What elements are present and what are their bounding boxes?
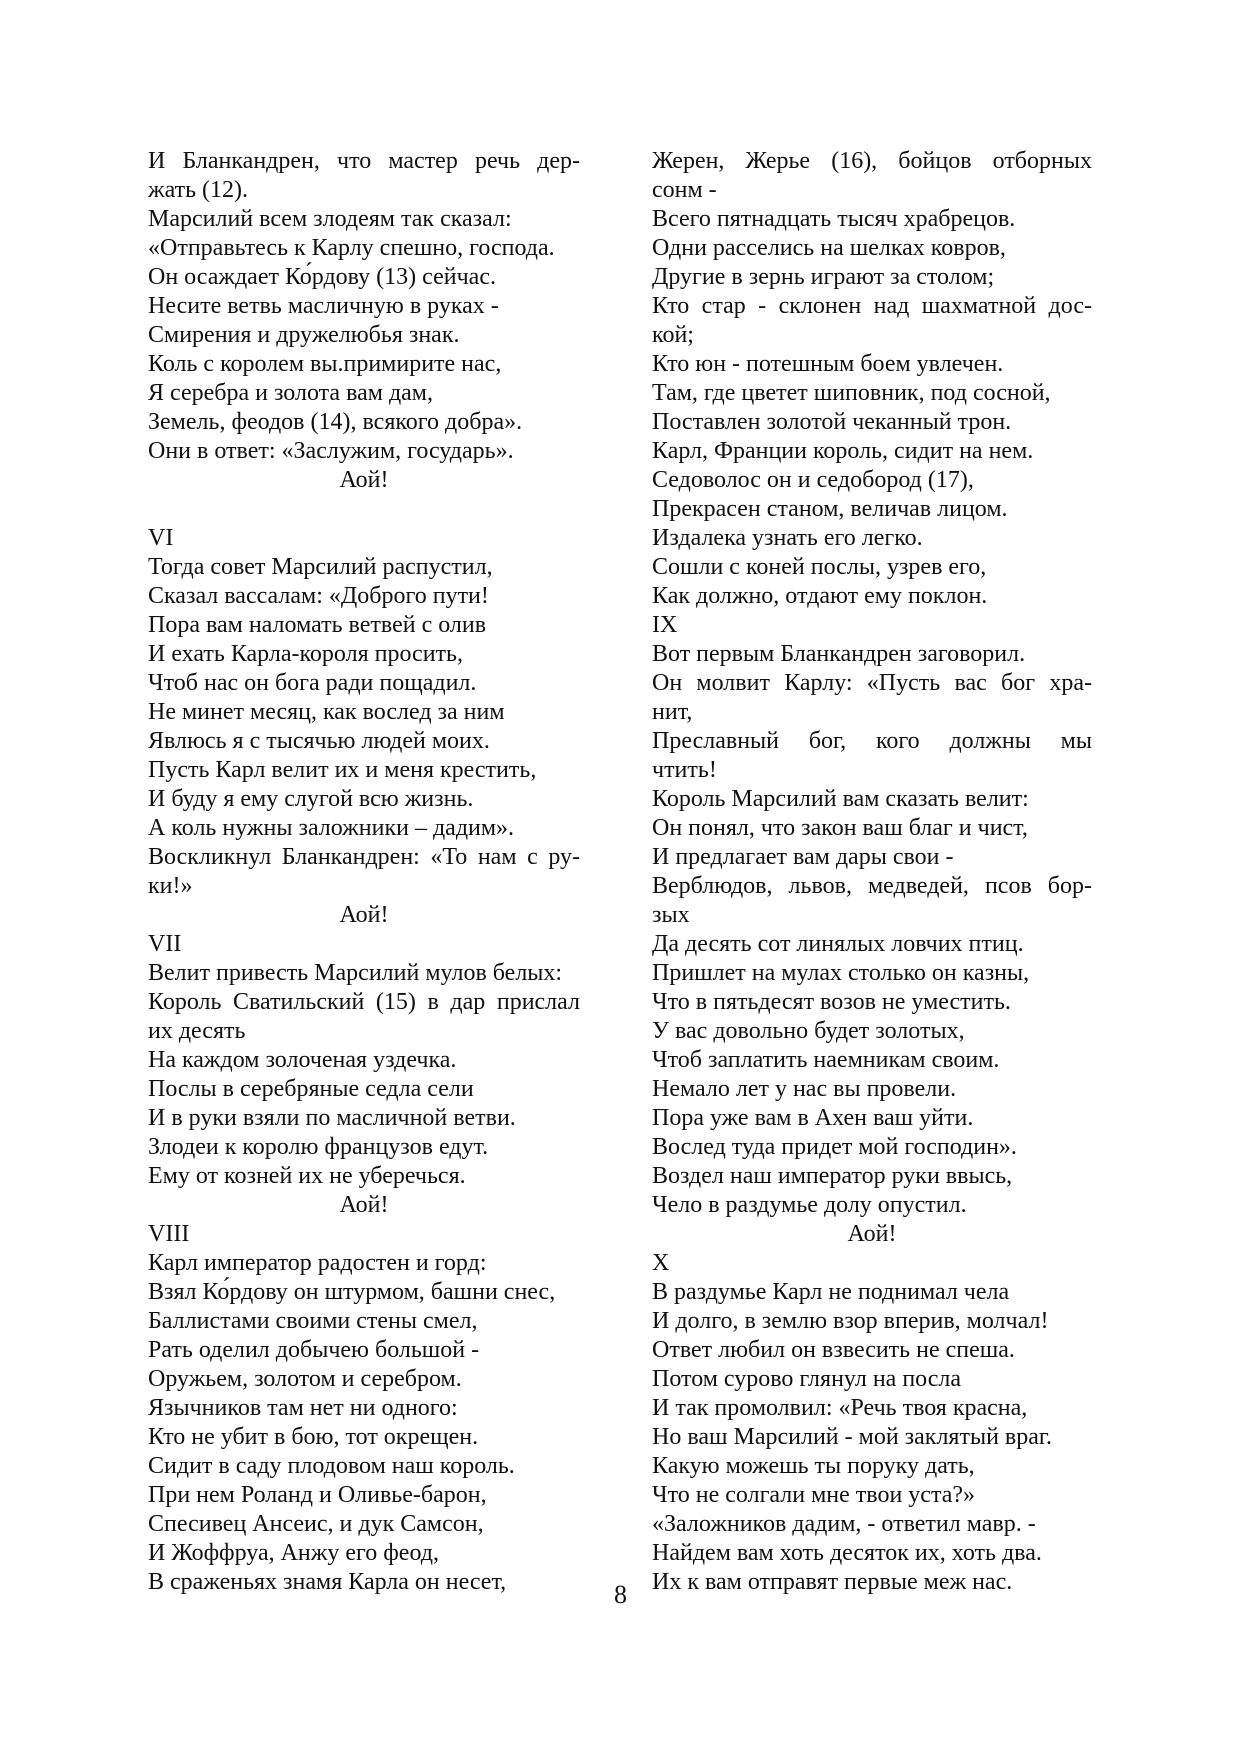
verse-line: В раздумье Карл не поднимал чела (652, 1279, 1010, 1305)
verse-line: Взял Ко́рдову он штурмом, башни снес, (148, 1279, 556, 1305)
verse-line: Что в пятьдесят возов не уместить. (652, 989, 1011, 1015)
verse-line: Тогда совет Марсилий распустил, (148, 554, 493, 580)
verse-line: И Жоффруа, Анжу его феод, (148, 1540, 439, 1566)
verse-line: Кто стар - склонен над шахматной дос- (652, 293, 1092, 319)
verse-line: Найдем вам хоть десяток их, хоть два. (652, 1540, 1042, 1566)
verse-line: их десять (148, 1018, 246, 1044)
verse-line: Пусть Карл велит их и меня крестить, (148, 757, 537, 783)
stanza-heading: X (652, 1250, 670, 1276)
verse-line: Сошли с коней послы, узрев его, (652, 554, 987, 580)
verse-line: Послы в серебряные седла сели (148, 1076, 474, 1102)
verse-line: Карл, Франции король, сидит на нем. (652, 438, 1034, 464)
verse-line: Он осаждает Ко́рдову (13) сейчас. (148, 264, 496, 290)
verse-line: Ему от козней их не уберечься. (148, 1163, 466, 1189)
refrain-aoi: Аой! (847, 1221, 897, 1247)
verse-line: Их к вам отправят первые меж нас. (652, 1569, 1013, 1595)
verse-line: Прекрасен станом, величав лицом. (652, 496, 1008, 522)
verse-line: При нем Роланд и Оливье-барон, (148, 1482, 487, 1508)
verse-line: нит, (652, 699, 693, 725)
verse-line: Явлюсь я с тысячью людей моих. (148, 728, 490, 754)
verse-line: «Отправьтесь к Карлу спешно, господа. (148, 235, 555, 261)
verse-line: чтить! (652, 757, 717, 783)
verse-line: И буду я ему слугой всю жизнь. (148, 786, 474, 812)
verse-line: Чтоб нас он бога ради пощадил. (148, 670, 477, 696)
verse-line: Потом сурово глянул на посла (652, 1366, 962, 1392)
verse-line: Пришлет на мулах столько он казны, (652, 960, 1030, 986)
verse-line: Пора уже вам в Ахен ваш уйти. (652, 1105, 974, 1131)
verse-line: жать (12). (148, 177, 249, 203)
page-number: 8 (614, 1580, 627, 1609)
verse-line: Какую можешь ты поруку дать, (652, 1453, 975, 1479)
verse-line: Сказал вассалам: «Доброго пути! (148, 583, 489, 609)
verse-line: Рать оделил добычею большой - (148, 1337, 480, 1363)
left-column (148, 147, 580, 1597)
verse-line: зых (652, 902, 690, 928)
verse-line: Он молвит Карлу: «Пусть вас бог хра- (652, 670, 1092, 696)
verse-line: Но ваш Марсилий - мой заклятый враг. (652, 1424, 1053, 1450)
verse-line: Чтоб заплатить наемникам своим. (652, 1047, 1000, 1073)
verse-line: У вас довольно будет золотых, (652, 1018, 965, 1044)
stanza-heading: VII (148, 931, 182, 957)
verse-line: Сидит в саду плодовом наш король. (148, 1453, 515, 1479)
verse-line: Король Сватильский (15) в дар прислал (148, 989, 580, 1015)
verse-line: Чело в раздумье долу опустил. (652, 1192, 967, 1218)
verse-line: сонм - (652, 177, 717, 203)
right-column (652, 147, 1092, 1597)
verse-line: Король Марсилий вам сказать велит: (652, 786, 1029, 812)
stanza-x (652, 1249, 1092, 1597)
verse-line: Злодеи к королю французов едут. (148, 1134, 489, 1160)
verse-line: Земель, феодов (14), всякого добра». (148, 409, 523, 435)
verse-line: ки!» (148, 873, 193, 899)
verse-line: Да десять сот линялых ловчих птиц. (652, 931, 1024, 957)
verse-line: Спесивец Ансеис, и дук Самсон, (148, 1511, 484, 1537)
verse-line: Смирения и дружелюбья знак. (148, 322, 460, 348)
verse-line: Седоволос он и седобород (17), (652, 467, 974, 493)
verse-line: Другие в зернь играют за столом; (652, 264, 995, 290)
verse-line: Одни расселись на шелках ковров, (652, 235, 1006, 261)
verse-line: Поставлен золотой чеканный трон. (652, 409, 1012, 435)
verse-line: Вослед туда придет мой господин». (652, 1134, 1017, 1160)
stanza-heading: VIII (148, 1221, 190, 1247)
verse-line: Верблюдов, львов, медведей, псов бор- (652, 873, 1092, 899)
verse-line: «Заложников дадим, - ответил мавр. - (652, 1511, 1036, 1537)
verse-line: Велит привесть Марсилий мулов белых: (148, 960, 563, 986)
verse-line: Несите ветвь масличную в руках - (148, 293, 499, 319)
refrain-aoi: Аой! (339, 902, 389, 928)
verse-line: Они в ответ: «Заслужим, государь». (148, 438, 514, 464)
verse-line: Воскликнул Бланкандрен: «То нам с ру- (148, 844, 580, 870)
verse-line: Марсилий всем злодеям так сказал: (148, 206, 512, 232)
verse-line: Ответ любил он взвесить не спеша. (652, 1337, 1015, 1363)
verse-line: И долго, в землю взор вперив, молчал! (652, 1308, 1049, 1334)
verse-line: Как должно, отдают ему поклон. (652, 583, 988, 609)
stanza-vii (148, 930, 580, 1220)
verse-line: Язычников там нет ни одного: (148, 1395, 458, 1421)
verse-line: Оружьем, золотом и серебром. (148, 1366, 462, 1392)
verse-line: Немало лет у нас вы провели. (652, 1076, 957, 1102)
verse-line: Вот первым Бланкандрен заговорил. (652, 641, 1026, 667)
verse-line: Карл император радостен и горд: (148, 1250, 487, 1276)
stanza-viii (148, 1220, 580, 1597)
verse-line: И Бланкандрен, что мастер речь дер- (148, 148, 580, 174)
stanza-vi (148, 524, 580, 930)
verse-line: И в руки взяли по масличной ветви. (148, 1105, 516, 1131)
verse-line: Коль с королем вы.примирите нас, (148, 351, 502, 377)
refrain-aoi: Аой! (339, 1192, 389, 1218)
verse-line: И предлагает вам дары свои - (652, 844, 954, 870)
verse-line: Издалека узнать его легко. (652, 525, 923, 551)
verse-line: А коль нужны заложники – дадим». (148, 815, 515, 841)
verse-line: И так промолвил: «Речь твоя красна, (652, 1395, 1028, 1421)
stanza-heading: IX (652, 612, 678, 638)
verse-line: На каждом золоченая уздечка. (148, 1047, 457, 1073)
verse-line: Не минет месяц, как вослед за ним (148, 699, 505, 725)
stanza-ix (652, 611, 1092, 1249)
stanza-gap (148, 495, 580, 524)
stanza-viii-end (652, 147, 1092, 611)
verse-line: Он понял, что закон ваш благ и чист, (652, 815, 1028, 841)
stanza-v-end (148, 147, 580, 495)
verse-line: кой; (652, 322, 694, 348)
stanza-heading: VI (148, 525, 174, 551)
verse-line: Кто не убит в бою, тот окрещен. (148, 1424, 479, 1450)
verse-line: Всего пятнадцать тысяч храбрецов. (652, 206, 1016, 232)
verse-line: Там, где цветет шиповник, под сосной, (652, 380, 1051, 406)
verse-line: Я серебра и золота вам дам, (148, 380, 433, 406)
verse-line: И ехать Карла-короля просить, (148, 641, 463, 667)
verse-line: Воздел наш император руки ввысь, (652, 1163, 1013, 1189)
verse-line: Преславный бог, кого должны мы (652, 728, 1092, 754)
refrain-aoi: Аой! (339, 467, 389, 493)
verse-line: Что не солгали мне твои уста?» (652, 1482, 976, 1508)
verse-line: В сраженьях знамя Карла он несет, (148, 1569, 507, 1595)
verse-line: Баллистами своими стены смел, (148, 1308, 478, 1334)
verse-line: Жерен, Жерье (16), бойцов отборных (652, 148, 1092, 174)
verse-line: Кто юн - потешным боем увлечен. (652, 351, 1004, 377)
verse-line: Пора вам наломать ветвей с олив (148, 612, 487, 638)
